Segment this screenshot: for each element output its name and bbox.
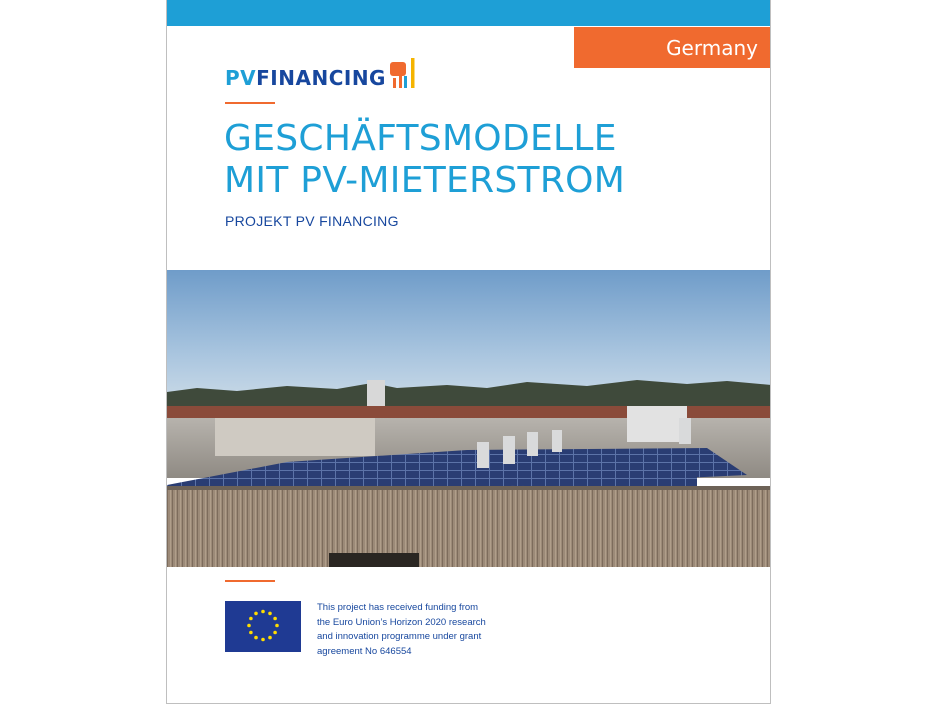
orange-divider-top	[225, 102, 275, 104]
pvfinancing-logo	[225, 54, 418, 88]
title-line-2: MIT PV-MIETERSTROM	[224, 160, 626, 201]
rooftop-solar-photo	[167, 270, 771, 567]
document-subtitle: PROJEKT PV FINANCING	[225, 213, 399, 229]
brochure-cover	[166, 0, 771, 704]
orange-divider-bottom	[225, 580, 275, 582]
logo-financing-text: FINANCING	[256, 66, 386, 90]
funding-statement	[317, 601, 517, 659]
funding-line-3: and innovation programme under grant	[317, 631, 482, 642]
logo-wordmark	[225, 68, 386, 88]
title-line-1: GESCHÄFTSMODELLE	[224, 118, 617, 159]
eu-flag-icon	[225, 601, 301, 652]
funding-line-1: This project has received funding from	[317, 602, 479, 613]
funding-line-2: the Euro Union’s Horizon 2020 research	[317, 616, 486, 628]
document-title	[224, 118, 625, 202]
funding-line-4: agreement No 646554	[317, 645, 412, 657]
logo-pv-text: PV	[225, 66, 257, 90]
top-color-bar	[167, 0, 771, 26]
logo-bar-chart-icon	[390, 58, 418, 88]
country-label: Germany	[574, 27, 770, 68]
